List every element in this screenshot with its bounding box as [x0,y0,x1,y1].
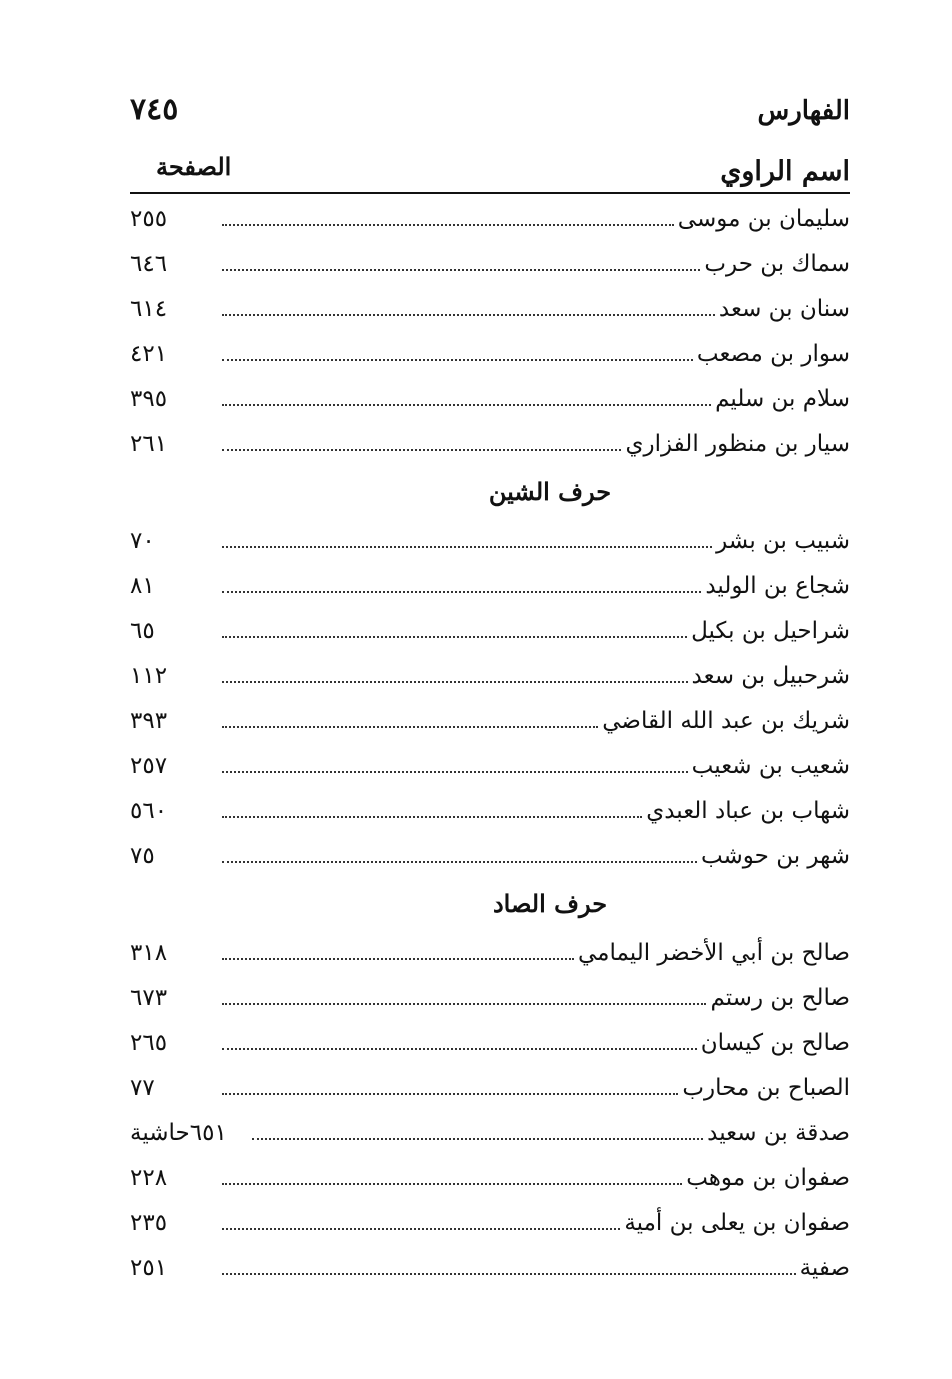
page-ref: ٨١ [130,572,155,599]
narrator-name: صفوان بن يعلى بن أمية [624,1209,850,1236]
narrator-name: شبيب بن بشر [716,527,850,554]
running-header [130,92,850,136]
narrator-name: شهاب بن عباد العبدي [646,797,850,824]
dot-leader [222,1003,706,1005]
narrator-name: شرحبيل بن سعد [691,662,850,689]
section-title: الفهارس [757,96,850,126]
page-ref: ٢٦٥ [130,1029,168,1056]
section-heading-sheen: حرف الشين [488,477,612,506]
page-ref: ٤٢١ [130,340,168,367]
narrator-name: صفوان بن موهب [686,1164,850,1191]
dot-leader [222,726,598,728]
page-column-label: الصفحة [156,152,232,181]
page-ref: ٦٧٣ [130,984,168,1011]
page-ref: ٧٥ [130,842,155,869]
list-item [130,331,850,376]
page-ref: ٦٥ [130,617,155,644]
page-ref: ٥٦٠ [130,797,168,824]
list-item [130,1020,850,1065]
page-ref: ٧٠ [130,527,155,554]
page-ref: ٢٥٧ [130,752,168,779]
list-item [130,1110,850,1155]
page-ref: ٦٤٦ [130,250,168,277]
dot-leader [222,1273,796,1275]
list-item [130,833,850,878]
page-ref: ٢٦١ [130,430,168,457]
page-ref: ٣١٨ [130,939,168,966]
list-item [130,376,850,421]
list-item [130,930,850,975]
name-column-label: اسم الراوي [720,156,850,187]
narrator-name: صدقة بن سعيد [707,1119,850,1146]
narrator-name: سنان بن سعد [718,295,850,322]
dot-leader [222,404,711,406]
dot-leader [222,269,700,271]
dot-leader [222,681,688,683]
dot-leader [222,1228,620,1230]
list-item [130,608,850,653]
dot-leader [222,449,621,451]
section-heading-saad: حرف الصاد [492,889,608,918]
dot-leader [222,359,693,361]
list-item [130,653,850,698]
narrator-name: سلام بن سليم [715,385,850,412]
narrator-name: صفية [799,1254,850,1281]
narrator-name: صالح بن أبي الأخضر اليمامي [577,939,850,966]
dot-leader [222,771,688,773]
list-item [130,563,850,608]
narrator-name: شراحيل بن بكيل [691,617,850,644]
narrator-name: شريك بن عبد الله القاضي [602,707,850,734]
column-header [130,148,850,194]
narrator-name: شجاع بن الوليد [705,572,850,599]
list-item [130,196,850,241]
list-item [130,1155,850,1200]
list-item [130,788,850,833]
dot-leader [222,1183,682,1185]
list-item [130,1200,850,1245]
list-item [130,743,850,788]
page-ref: ٦١٤ [130,295,168,322]
list-item [130,975,850,1020]
page-ref: ٣٩٣ [130,707,168,734]
narrator-name: شعيب بن شعيب [691,752,850,779]
narrator-name: سليمان بن موسى [677,205,850,232]
dot-leader [222,546,712,548]
list-item [130,241,850,286]
dot-leader [222,1048,697,1050]
dot-leader [222,816,642,818]
page-ref: ١١٢ [130,662,168,689]
page-ref: ٧٧ [130,1074,155,1101]
page-number: ٧٤٥ [130,92,179,127]
list-item [130,698,850,743]
dot-leader [222,314,715,316]
narrator-name: سيار بن منظور الفزاري [625,430,850,457]
narrator-name: شهر بن حوشب [700,842,850,869]
dot-leader [222,591,701,593]
list-item [130,518,850,563]
dot-leader [222,636,687,638]
dot-leader [222,958,574,960]
page-ref: ٢٣٥ [130,1209,168,1236]
page-ref: ٦٥١حاشية [130,1119,227,1146]
dot-leader [222,224,674,226]
narrator-name: صالح بن كيسان [700,1029,850,1056]
page-ref: ٢٥٥ [130,205,168,232]
narrator-name: سوار بن مصعب [696,340,850,367]
list-item [130,421,850,466]
dot-leader [222,1093,678,1095]
list-item [130,286,850,331]
dot-leader [252,1138,703,1140]
narrator-name: الصباح بن محارب [682,1074,850,1101]
dot-leader [222,861,697,863]
index-list [130,196,850,1290]
list-item [130,1245,850,1290]
narrator-name: سماك بن حرب [704,250,850,277]
page-ref: ٢٥١ [130,1254,168,1281]
page-ref: ٢٢٨ [130,1164,168,1191]
list-item [130,1065,850,1110]
narrator-name: صالح بن رستم [710,984,850,1011]
page-ref: ٣٩٥ [130,385,168,412]
